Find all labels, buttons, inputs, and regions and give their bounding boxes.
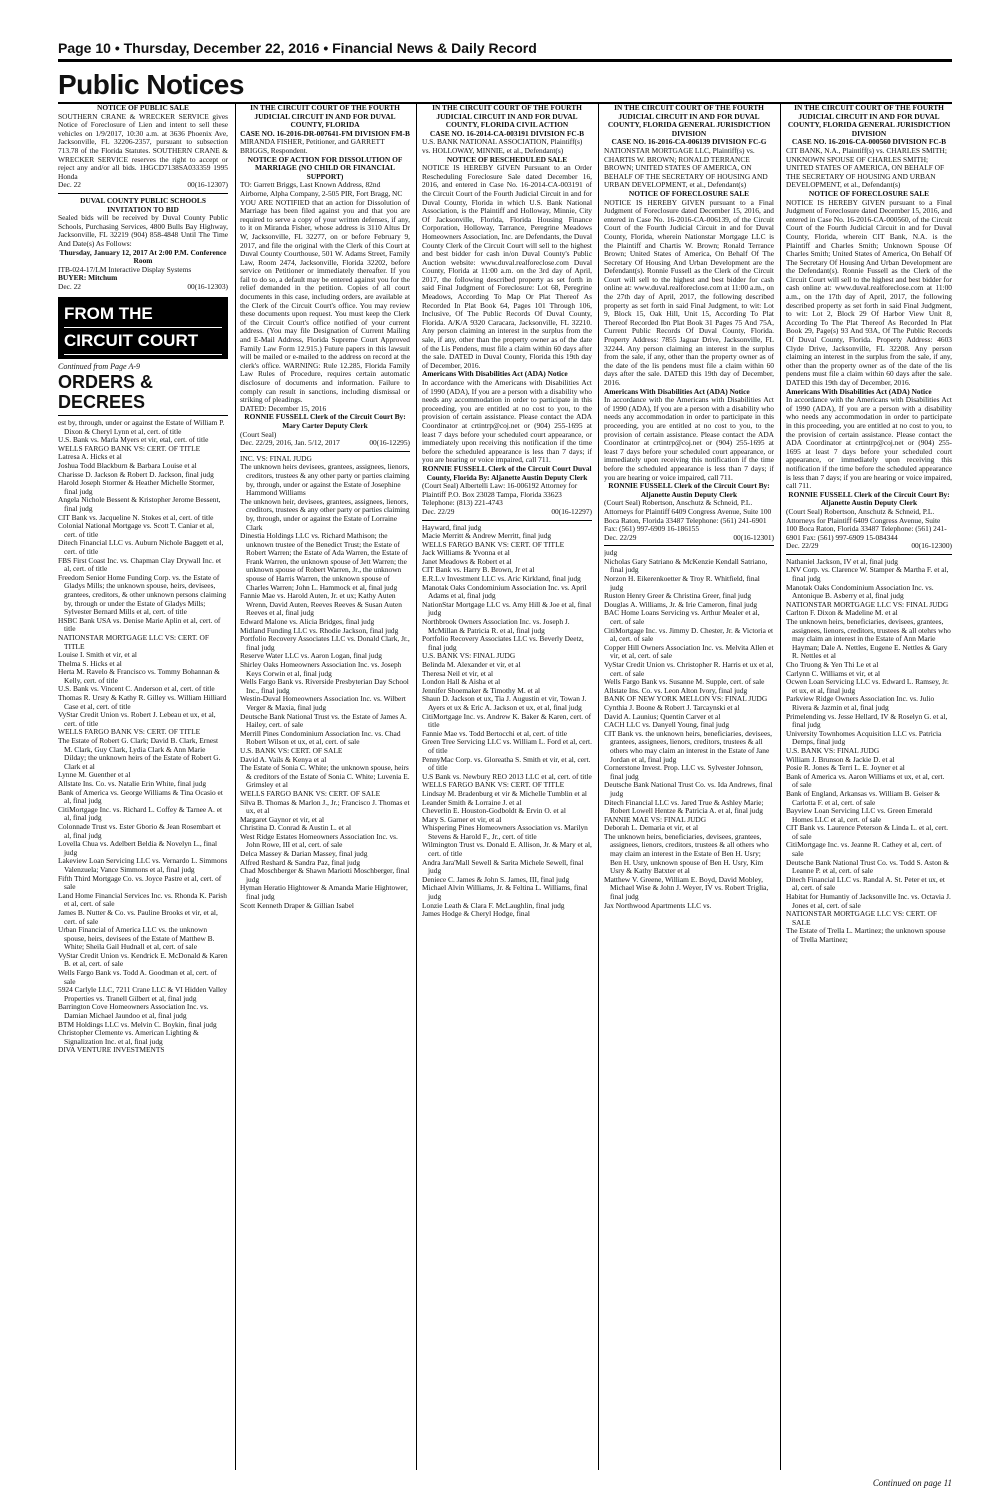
- list-item: Portfolio Recovery Associates LLC vs. Donald Clark, Jr., final judg: [240, 634, 410, 652]
- dated: DATED: December 15, 2016: [240, 403, 327, 413]
- list-item: Charisse D. Jackson & Robert D. Jackson, final judg: [58, 469, 214, 479]
- ada-title: Americans With Disabilities Act (ADA) Notice: [604, 386, 750, 396]
- ada-title: Americans With Disabilities Act (ADA) Notice: [422, 369, 568, 379]
- notice-footer: [58, 283, 228, 292]
- clerk-signature: RONNIE FUSSELL Clerk of the Circuit Court Duval County, Florida By: Aljanette Austin Deputy Clerk: [422, 463, 592, 482]
- list-item: VyStar Credit Union vs. Robert J. Lebeau et ux, et al, cert. of title: [58, 710, 216, 728]
- notice-body: SOUTHERN CRANE & WRECKER SERVICE gives Notice of Foreclosure of Lien and intent to sell these vehicles on 1/9/2017, 10:30 a.m. at 3636 Phoenix Ave, Jacksonville, FL 32206-2357, pursuant to subsection 713.78 of the Florida Statutes. SOUTHERN CRANE & WRECKER SERVICE reserves the right to accept or reject any and/or all bids. 1HGCD7138SA033359 1995 Honda: [58, 111, 228, 181]
- list-item: Reserve Water LLC vs. Aaron Logan, final judg: [240, 651, 382, 661]
- notice-footer: [604, 534, 774, 543]
- ada-body: In accordance with the Americans with Disabilities Act of 1990 (ADA), If you are a person with a disability who needs any accommodation in order to participate in this proceeding, you are entitled at no cost to you, to the provision of certain assistance. Please contact the ADA Coordinator at crtintrp@coj.net or (904) 255-1695 at least 7 days before your scheduled court appearance, or immediately upon receiving this notification if the time before the scheduled appearance is less than 7 days; if you are hearing or voice impaired, call 711.: [422, 378, 592, 465]
- list-item: Deniece C. James & John S. James, III, final judg: [422, 874, 570, 884]
- notice-body: NOTICE IS HEREBY GIVEN Pursuant to an Order Rescheduling Foreclosure Sale dated December 16, 2016, and entered in Case No. 16-2014-CA-003191 of the Circuit Court of the Fourth Judicial Circuit in and for Duval County, Florida in which U.S. Bank National Association, is the Plaintiff and Holloway, Minnie, City Of Jacksonville, Florida, Florida Housing Finance Corporation, Holloway, Tarrance, Peregrine Meadows Homeowners Association, Inc. are Defendants, the Duval County Clerk of the Circuit Court will sell to the highest and best bidder for cash in/on Duval County's Public Auction website: www.duval.realforeclose.com Duval County, Florida at 11:00 a.m. on the 3rd day of April, 2017, the following described property as set forth in said Final Judgment of Foreclosure: Lot 68, Peregrine Meadows, According To Map Or Plat Thereof As Recorded In Plat Book 64, Pages 101 Through 106, Inclusive, Of The Public Records Of Duval County, Florida. A/K/A 9320 Caracara, Jacksonville, FL 32210. Any person claiming an interest in the surplus from the sale, if any, other than the property owner as of the date of the Lis Pendens, must file a claim within 60 days after the sale. DATED in Duval County, Florida this 19th day of December, 2016.: [422, 163, 592, 370]
- case-number: CASE NO. 16-2016-DR-007641-FM DIVISION FM-B: [240, 128, 410, 138]
- list-item: Copper Hill Owners Association Inc. vs. Melvita Allen et vir, et al, cert. of sale: [604, 642, 774, 661]
- publication-date: Dec. 22/29: [422, 506, 455, 516]
- list-item: Scott Kenneth Draper & Gillian Isabel: [240, 900, 354, 910]
- list-item: BANK OF NEW YORK MELLON VS: FINAL JUDG: [604, 694, 768, 704]
- separator: [240, 451, 410, 452]
- list-item: Ditech Financial LLC vs. Randal A. St. Peter et ux, et al, cert. of sale: [786, 874, 945, 893]
- buyer: BUYER: Mitchum: [58, 273, 118, 283]
- list-item: Colonnade Trust vs. Ester Gborio & Jean Rosembart et al, final judg: [58, 821, 221, 840]
- list-item: Cynthia J. Boone & Robert J. Tarcaynski et al: [604, 702, 740, 712]
- list-item: CitiMortgage Inc. vs. Jimmy D. Chester, Jr. & Victoria et al, cert. of sale: [604, 625, 774, 644]
- list-item: Cheverlin E. Houston-Godboldt & Ervin O. et al: [422, 806, 566, 816]
- list-item: Alfred Reshard & Sandra Paz, final judg: [240, 857, 361, 867]
- list-item: Habitat for Humantiy of Jacksonville Inc. vs. Octavia J. Jones et al, cert. of sale: [786, 892, 951, 910]
- list-item: Bayview Loan Servicing LLC vs. Green Emerald Homes LLC et al, cert. of sale: [786, 806, 933, 824]
- list-item: Urban Financial of America LLC vs. the unknown spouse, heirs, devisees of the Estate of Matthew B. White; Sheila Gail Hudnall et al, cert. of sale: [58, 925, 215, 952]
- list-item: U.S. Bank vs. Vincent C. Anderson et al, cert. of title: [58, 684, 215, 694]
- entry-list: [58, 419, 228, 1055]
- list-item: NATIONSTAR MORTGAGE LLC VS: CERT. OF SALE: [786, 909, 937, 927]
- orders-title: ORDERS & DECREES: [58, 372, 228, 416]
- list-item: Carlynn C. Williams et vir, et al: [786, 668, 881, 678]
- list-item: Lindsay M. Bradenburg et vir & Michelle Tumblin et al: [422, 788, 587, 798]
- list-item: Norzon H. Eikerenkoetter & Troy R. Whitfield, final judg: [604, 574, 760, 592]
- list-item: Jax Northwood Apartments LLC vs.: [604, 900, 712, 910]
- column-1: [58, 104, 228, 1470]
- publication-date: Dec. 22/29: [604, 532, 637, 542]
- list-item: Margaret Gaynor et vir, et al: [240, 814, 325, 824]
- list-item: Land Home Financial Services Inc. vs. Rhonda K. Parish et al, cert. of sale: [58, 890, 227, 909]
- list-item: CitiMortgage Inc. vs. Jeanne R. Cathey et al, cert. of sale: [786, 840, 942, 859]
- list-item: Michael Alvin Williams, Jr. & Feltina L. Williams, final judg: [422, 883, 588, 902]
- notice-ref: 00(16-12300): [911, 541, 952, 551]
- publication-date: Dec. 22: [58, 180, 81, 190]
- list-item: Nathaniel Jackson, IV et al, final judg: [786, 556, 898, 566]
- list-item: Joshua Todd Blackburn & Barbara Louise et al: [58, 461, 197, 471]
- separator: [422, 520, 592, 521]
- column-2: [240, 104, 410, 1470]
- list-item: Angela Nichole Bessent & Kristopher Jerome Bessent, final judg: [58, 495, 221, 513]
- list-item: 5924 Carlyle LLC, 7211 Crane LLC & VI Hidden Valley Properties vs. Tranell Gilbert et al, final judg: [58, 985, 227, 1003]
- list-item: Lynne M. Guenther et al: [58, 770, 131, 780]
- list-item: DIVA VENTURE INVESTMENTS: [58, 1045, 165, 1055]
- continued-on: Continued on page 11: [872, 1478, 952, 1488]
- notice-ref: 00(16-12295): [369, 438, 410, 448]
- publication-date: Dec. 22/29: [786, 541, 819, 551]
- parties: CIT BANK, N.A., Plaintiff(s) vs. CHARLES SMITH; UNKNOWN SPOUSE OF CHARLES SMITH; UNITED STATES OF AMERICA, ON BEHALF OF THE SECRETARY OF HOUSING AND URBAN DEVELOPMENT, et al., Defendant(s): [786, 145, 947, 190]
- list-item: James Hodge & Cheryl Hodge, final: [422, 909, 530, 919]
- list-item: Bank of England, Arkansas vs. William B. Geiser & Carlotta F. et al, cert. of sale: [786, 788, 941, 807]
- notice-body: NOTICE IS HEREBY GIVEN pursuant to a Final Judgment of Foreclosure dated December 15, 2016, and entered in Case No. 16-2016-CA-006139, of the Circuit Court of the Fourth Judicial Circuit in and for Duval County, Florida, wherein Nationstar Mortgage LLC is the Plaintiff and Chartis W. Brown; Ronald Terrance Brown; United States of America, On Behalf Of The Secretary Of Housing And Urban Development are the Defendant(s). Ronnie Fussell as the Clerk of the Circuit Court will sell to the highest and best bidder for cash online at: www.duval.realforeclose.com at 11:00 a.m., on the 27th day of April, 2017, the following described property as set forth in said Final Judgment, to wit: Lot 9, Block 15, Oak Hill, Unit 15, According To Plat Thereof Recorded Ibn Plat Book 31 Pages 75 And 75A, Current Public Records Of Duval County, Florida. Property Address: 7855 Jaguar Drive, Jacksonville, FL 32244. Any person claiming an interest in the surplus from the sale, if any, other than the property owner as of the date of the lis pendens must file a claim within 60 days after the sale. DATED this 19th day of December, 2016.: [604, 197, 774, 387]
- notice-ref: 00(16-12303): [187, 281, 228, 291]
- notice-body: YOU ARE NOTIFIED that an action for Dissolution of Marriage has been filed against you and that you are required to serve a copy of your written defenses, if any, to it on Miranda Fisher, whose address is 3110 Altus Dr W, Jacksonville, FL 32277, on or before February 9, 2017, and file the original with the Clerk of this Court at Duval County Courthouse, 501 W. Adams Street, Family Law, Room 2474, Jacksonville, Florida 32202, before service on Petitioner or immediately thereafter. If you fail to do so, a default may be entered against you for the relief demanded in the petition. Copies of all court documents in this case, including orders, are available at the Clerk of the Circuit Court's office. You may review these documents upon request. You must keep the Clerk of the Circuit Court's office notified of your current address. (You may file Designation of Current Mailing and E-Mail Address, Florida Supreme Court Approved Family Law Form 12.915.) Future papers in this lawsuit will be mailed or e-mailed to the address on record at the clerk's office. WARNING: Rule 12.285, Florida Family Law Rules of Procedure, requires certain automatic disclosure of documents and information. Failure to comply can result in sanctions, including dismissal or striking of pleadings.: [240, 197, 410, 405]
- list-item: CIT Bank vs. Jacqueline N. Stokes et al, cert. of title: [58, 512, 214, 522]
- notice-title: DUVAL COUNTY PUBLIC SCHOOLS INVITATION TO BID: [80, 195, 206, 214]
- list-item: Lovella Chua vs. Adelbert Beldia & Novelyn L., final judg: [58, 839, 218, 857]
- list-item: WELLS FARGO BANK VS: CERT. OF TITLE: [422, 539, 565, 549]
- entry-list: [604, 549, 774, 910]
- list-item: West Ridge Estates Homeowners Association Inc. vs. John Rowe, III et al, cert. of sale: [240, 831, 398, 850]
- list-item: FANNIE MAE VS: FINAL JUDG: [604, 814, 707, 824]
- list-item: Westin-Duval Homeowners Association Inc. vs. Wilbert Verger & Maxia, final judg: [240, 694, 406, 712]
- list-item: Allstate Ins. Co. vs. Natalie Erin White, final judg: [58, 779, 207, 788]
- list-item: Fannie Mae vs. Todd Bertocchi et al, cert. of title: [422, 728, 568, 738]
- list-item: Posie R. Jones & Terri L. E. Joyner et al: [786, 763, 905, 773]
- list-item: The unknown heirs, beneficiaries, devisees, grantees, assignees, lienors, creditors, trustees & all others who may claim an interest in the Estate of Ben H. Usry; Ben H. Usry, unknown spouse of Ben H. Usry, Kim Usry & Kathy Batxter et al: [604, 831, 769, 876]
- notice-footer: [58, 181, 228, 190]
- list-item: PennyMac Corp. vs. Gloreatha S. Smith et vir, et al, cert. of title: [422, 754, 591, 773]
- notice-footer: [240, 439, 410, 448]
- list-item: Macie Merritt & Andrew Merritt, final judg: [422, 531, 552, 541]
- list-item: LNV Corp. vs. Clarence W. Stamper & Martha F. et al, final judg: [786, 565, 949, 584]
- list-item: WELLS FARGO BANK VS: CERT. OF SALE: [240, 788, 381, 798]
- list-item: Ditech Financial LLC vs. Jared True & Ashley Marie; Robert Lowell Hentze & Patricia A. et al, final judg: [604, 797, 764, 816]
- notice-ref: 00(16-12307): [187, 180, 228, 190]
- publication-date: Dec. 22: [58, 281, 81, 291]
- list-item: Bank of America vs. George Williams & Tina Ocasio et al, final judg: [58, 787, 223, 806]
- court-heading: IN THE CIRCUIT COURT OF THE FOURTH JUDICIAL CIRCUIT IN AND FOR DUVAL COUNTY, FLORIDA: [250, 104, 400, 130]
- column-5: [786, 104, 952, 1470]
- list-item: Matthew V. Greene, William E. Boyd, David Mobley, Michael Wise & John J. Weyer, IV vs. Robert Triglia, final judg: [604, 874, 769, 902]
- list-item: Lonzie Leath & Clara F. McLaughlin, final judg: [422, 900, 565, 910]
- list-item: Ocwen Loan Servicing LLC vs. Edward L. Ramsey, Jr. et ux, et al, final judg: [786, 677, 949, 695]
- list-item: WELLS FARGO BANK VS: CERT. OF TITLE: [58, 443, 201, 453]
- case-number: CASE NO. 16-2016-CA-000560 DIVISION FC-B: [791, 137, 947, 147]
- list-item: E.R.L.v Investment LLC vs. Aric Kirkland, final judg: [422, 574, 581, 584]
- ada-title: Americans With Disabilities Act (ADA) Notice: [786, 386, 932, 396]
- list-item: FBS First Coast Inc. vs. Chapman Clay Drywall Inc. et al, cert. of title: [58, 555, 221, 574]
- publication-date: Dec. 22/29, 2016, Jan. 5/12, 2017: [240, 438, 340, 448]
- list-item: Shaun D. Jackson et ux, Tia J. Augustin et vir, Towan J. Ayers et ux & Eric A. Jackson et ux, et al, final judg: [422, 694, 587, 712]
- notice-title: NOTICE OF RESCHEDULED SALE: [446, 154, 568, 164]
- list-item: est by, through, under or against the Estate of William P. Dixon & Cheryl Lynn et al, cert. of title: [58, 418, 225, 436]
- list-item: Allstate Ins. Co. vs. Leon Alton Ivory, final judg: [604, 685, 748, 695]
- list-item: Ditech Financial LLC vs. Auburn Nichole Baggett et al, cert. of title: [58, 538, 224, 556]
- list-item: The unknown heirs, beneficiaries, devisees, grantees, assignees, lienors, creditors, trustees & all otehrs who may claim an interest in the Estate of Ann Marie Hayman; Dale A. Nettles, Eugene E. Nettles & Gary R. Nettles et al: [786, 617, 951, 661]
- list-item: Cornerstone Invest. Prop. LLC vs. Sylvester Johnson, final judg: [604, 763, 763, 781]
- list-item: NationStar Mortgage LLC vs. Amy Hill & Joe et al, final judg: [422, 599, 592, 618]
- clerk-signature: RONNIE FUSSELL Clerk of the Circuit Court By: Mary Carter Deputy Clerk: [244, 412, 406, 430]
- list-item: The Estate of Sonia C. White; the unknown spouse, heirs & creditors of the Estate of Sonia C. White; Luvenia E. Grimsley et al: [240, 763, 410, 790]
- list-item: Thelma S. Hicks et al: [58, 658, 122, 668]
- notice-to: TO: Garrett Briggs, Last Known Address, 82nd Airborne, Alpha Company, 2-505 PIR, Fort Bragg, NC: [240, 180, 403, 198]
- attorney-block: (Court Seal) Robertson, Anschutz & Schneid, P.L. Attorneys for Plaintiff 6409 Congress Avenue, Suite 100 Boca Raton, Florida 33487 Telephone: (561) 241-6901 Fax: (561) 997-6909 16-186155: [604, 498, 772, 534]
- separator: [58, 193, 228, 194]
- list-item: Wells Fargo Bank vs. Susanne M. Supple, cert. of sale: [604, 677, 765, 687]
- list-item: Dinestia Holdings LLC vs. Richard Mathison; the unknown trustee of the Benedict Trust; the Estate of Robert Warren; the Estate of Ada Warren, the Estate of Frank Warren, the unknown spouse of Jett Warren; the unknown spouse of Robert Warren, Jr., the unknown spouse of Harris Warren, the unknown spouse of Charles Warren; John L. Hammock et al, final judg: [240, 531, 408, 592]
- list-item: WELLS FARGO BANK VS: CERT. OF TITLE: [422, 780, 565, 790]
- list-item: Louise I. Smith et vir, et al: [58, 650, 137, 660]
- list-item: INC. VS: FINAL JUDG: [240, 453, 312, 463]
- list-item: Lakeview Loan Servicing LLC vs. Vernardo L. Simmons Valenzuela; Vance Simmons et al, final judg: [58, 856, 228, 874]
- list-item: Deutsche Bank National Trust Co. vs. Ida Andrews, final judg: [604, 780, 773, 798]
- list-item: CACH LLC vs. Danyell Young, final judg: [604, 720, 730, 730]
- list-item: Nicholas Gary Satriano & McKenzie Kendall Satriano, final judg: [604, 556, 768, 575]
- list-item: NATIONSTAR MORTGAGE LLC VS: FINAL JUDG: [786, 599, 949, 609]
- list-item: Theresa Neil et vir, et al: [422, 668, 494, 678]
- list-item: Christopher Clemente vs. American Lighting & Signalization Inc. et al, final judg: [58, 1028, 199, 1046]
- bid-date: Thursday, January 12, 2017 At 2:00 P.M. Conference Room: [59, 247, 227, 266]
- list-item: Janet Meadows & Robert et al: [422, 556, 512, 566]
- court-heading: IN THE CIRCUIT COURT OF THE FOURTH JUDICIAL CIRCUIT IN AND FOR DUVAL COUNTY, FLORIDA CIVIL ACTION: [432, 104, 582, 130]
- list-item: Jack Williams & Yvonna et al: [422, 548, 510, 558]
- list-item: Ruston Henry Greer & Christina Greer, final judg: [604, 591, 752, 601]
- list-item: Jennifer Shoemaker & Timothy M. et al: [422, 685, 541, 695]
- list-item: Wells Fargo Bank vs. Todd A. Goodman et al, cert. of sale: [58, 968, 217, 986]
- court-heading: IN THE CIRCUIT COURT OF THE FOURTH JUDICIAL CIRCUIT IN AND FOR DUVAL COUNTY, FLORIDA GENERAL JURISDICTION DIVISION: [607, 104, 771, 138]
- list-item: Deutsche Bank National Trust vs. the Estate of James A. Hailey, cert. of sale: [240, 711, 407, 730]
- list-item: Colonial National Mortgage vs. Scott T. Caniar et al, cert. of title: [58, 521, 214, 539]
- list-item: Wells Fargo Bank vs. Riverside Presbyterian Day School Inc., final judg: [240, 677, 409, 695]
- list-item: Andra Jara'Mall Sewell & Sarita Michele Sewell, final judg: [422, 857, 584, 876]
- notice-title: NOTICE OF FORECLOSURE SALE: [808, 188, 930, 198]
- list-item: Parkview Ridge Owners Association Inc. vs. Julio Rivera & Jazmin et al, final judg: [786, 694, 935, 712]
- list-item: Christina D. Conrad & Austin L. et al: [240, 823, 352, 833]
- list-item: The Estate of Robert G. Clark; David B. Clark, Ernest M. Clark, Guy Clark, Lydia Clark & Ann Marie Dilday; the unknown heirs of the Estate of Robert G. Clark et al: [58, 736, 221, 771]
- column-3: [422, 104, 592, 1470]
- list-item: NATIONSTAR MORTGAGE LLC VS: CERT. OF TITLE: [58, 632, 209, 651]
- list-item: Whispering Pines Homeowners Association vs. Marilyn Stevens & Harold F., Jr., cert. of title: [422, 823, 588, 841]
- attorney-block: (Court Seal) Robertson, Anschutz & Schneid, P.L. Attorneys for Plaintiff 6409 Congress Avenue, Suite 100 Boca Raton, Florida 33487 Telephone: (561) 241-6901 Fax: (561) 997-6909 15-084344: [786, 506, 947, 542]
- list-item: Fannie Mae vs. Harold Auten, Jr. et ux; Kathy Auten Wrenn, David Auten, Reeves Reeves & Susan Auten Reeves et al, final judg: [240, 591, 402, 618]
- list-item: Portfolio Recovery Associates LLC vs. Beverly Deetz, final judg: [422, 634, 584, 652]
- list-item: WELLS FARGO BANK VS: CERT. OF TITLE: [58, 727, 201, 737]
- clerk-signature: RONNIE FUSSELL Clerk of the Circuit Court By: Aljanette Austin Deputy Clerk: [608, 481, 770, 499]
- notice-ref: 00(16-12297): [551, 506, 592, 516]
- list-item: Merrill Pines Condominium Association Inc. vs. Chad Robert Wilson et ux, et al, cert. of sale: [240, 728, 401, 747]
- list-item: The unknown heirs devisees, grantees, assignees, lienors, creditors, trustees & any other party or parties claiming by, through, under or against the Estate of Josephine Hammond Williams: [240, 462, 410, 498]
- list-item: Bank of America vs. Aaron Williams et ux, et al, cert. of sale: [786, 771, 945, 790]
- list-item: Midland Funding LLC vs. Rhodie Jackson, final judg: [240, 625, 399, 635]
- list-item: U.S. BANK VS: CERT. OF SALE: [240, 745, 343, 755]
- list-item: Mary S. Garner et vir, et al: [422, 814, 502, 824]
- banner-line: CIRCUIT COURT: [64, 328, 222, 355]
- entry-list: [786, 558, 952, 945]
- list-item: VyStar Credit Union vs. Kendrick E. McDonald & Karen B. et al, cert. of sale: [58, 950, 228, 969]
- list-item: BAC Home Loans Servicing vs. Arthur Mealer et al, cert. of sale: [604, 608, 760, 627]
- list-item: Leander Smith & Lorraine J. et al: [422, 797, 522, 807]
- court-heading: IN THE CIRCUIT COURT OF THE FOURTH JUDICIAL CIRCUIT IN AND FOR DUVAL COUNTY, FLORIDA GENERAL JURISDICTION DIVISION: [787, 104, 951, 138]
- notice-footer: [786, 542, 952, 551]
- list-item: Harold Joseph Stormer & Heather Michelle Stormer, final judg: [58, 478, 215, 496]
- clerk-signature: RONNIE FUSSELL Clerk of the Circuit Court By: Aljanette Austin Deputy Clerk: [788, 489, 950, 508]
- list-item: Hayward, final judg: [422, 522, 482, 532]
- list-item: Belinda M. Alexander et vir, et al: [422, 660, 521, 669]
- list-item: Silva B. Thomas & Marlon J., Jr.; Francisco J. Thomas et ux, et al: [240, 797, 410, 816]
- entry-list: [240, 455, 410, 910]
- list-item: Chad Moschberger & Shawn Mariotti Moschberger, final judg: [240, 866, 410, 884]
- list-item: Latresa A. Hicks et al: [58, 452, 122, 462]
- list-item: The Estate of Trella L. Martinez; the unknown spouse of Trella Martinez;: [786, 926, 946, 944]
- notice-ref: 00(16-12301): [733, 532, 774, 542]
- column-4: [604, 104, 774, 1470]
- list-item: James B. Nutter & Co. vs. Pauline Brooks et vir, et al, cert. of sale: [58, 907, 218, 926]
- notice-title: NOTICE OF ACTION FOR DISSOLUTION OF MARRIAGE (NO CHILD OR FINANCIAL SUPPORT): [247, 154, 403, 181]
- list-item: HSBC Bank USA vs. Denise Marie Aplin et al, cert. of title: [58, 615, 221, 634]
- section-title-text: Public Notices: [58, 69, 244, 100]
- list-item: Wilmington Trust vs. Donald E. Allison, Jr. & Mary et al, cert. of title: [422, 840, 592, 859]
- list-item: Manotak Oaks Condominium Association Inc. vs. Antonique B. Asberry et al, final judg: [786, 582, 934, 601]
- case-number: CASE NO. 16-2016-CA-006139 DIVISION FC-G: [611, 137, 767, 147]
- parties: U.S. BANK NATIONAL ASSOCIATION, Plaintiff(s) vs. HOLLOWAY, MINNIE, et al., Defendant(s): [422, 137, 583, 155]
- page-header: [58, 40, 952, 62]
- list-item: Barrington Cove Homeowners Association Inc. vs. Damian Michael Jaundoo et al, final judg: [58, 1002, 209, 1021]
- list-item: Freedom Senior Home Funding Corp. vs. the Estate of Gladys Mills; the unknown spouse, heirs, devisees, grantees, creditors, & other unknown persons claiming by, through or under the Estate of Gladys Mills; Sylvester Bernard Mills et al, cert. of title: [58, 572, 227, 617]
- court-seal: (Court Seal): [240, 429, 277, 439]
- case-number: CASE NO. 16-2014-CA-003191 DIVISION FC-B: [429, 128, 585, 138]
- separator: [604, 545, 774, 546]
- section-title: [58, 68, 952, 104]
- list-item: Deborah L. Demaria et vir, et al: [604, 823, 699, 833]
- list-item: U.S Bank vs. Newbury REO 2013 LLC et al, cert. of title: [422, 771, 592, 781]
- notice-columns: [58, 104, 952, 1474]
- list-item: Primelending vs. Jesse Hellard, IV & Roselyn G. et al, final judg: [786, 711, 948, 730]
- list-item: judg: [604, 548, 618, 558]
- banner-line: FROM THE: [64, 301, 222, 328]
- list-item: CIT Bank vs. Harry B. Brown, Jr et al: [422, 565, 535, 575]
- continued-from: Continued from Page A-9: [58, 362, 140, 372]
- list-item: University Townhomes Acquisition LLC vs. Patricia Demps, final judg: [786, 728, 942, 747]
- entry-list: [422, 524, 592, 919]
- list-item: Thomas R. Ursry & Kathy R. Gilley vs. William Hilliard Case et al, cert. of title: [58, 693, 227, 711]
- list-item: Cho Truong & Yen Thi Le et al: [786, 660, 879, 669]
- list-item: Douglas A. Williams, Jr. & Irie Cameron, final judg: [604, 599, 758, 609]
- list-item: William J. Brunson & Jackie D. et al: [786, 754, 895, 764]
- list-item: Shirley Oaks Homeowners Association Inc. vs. Joseph Keys Corwin et al, final judg: [240, 660, 402, 678]
- ada-body: In accordance with the Americans with Disabilities Act of 1990 (ADA), If you are a person with a disability who needs any accommodation in order to participate in this proceeding, you are entitled at no cost to you, to the provision of certain assistance. Please contact the ADA Coordinator at crtintrp@coj.net or (904) 255-1695 at least 7 days before your scheduled court appearance, or immediately upon receiving this notification if the time before the scheduled appearance is less than 7 days; if you are hearing or voice impaired, call 711.: [786, 395, 952, 491]
- list-item: VyStar Credit Union vs. Christopher R. Harris et ux et al, cert. of sale: [604, 660, 774, 678]
- list-item: BTM Holdings LLC vs. Melvin C. Boykin, final judg: [58, 1019, 217, 1029]
- list-item: CitiMortgage Inc. vs. Richard L. Coffey & Tarnee A. et al, final judg: [58, 804, 223, 823]
- separator: [786, 554, 952, 555]
- notice-title: NOTICE OF FORECLOSURE SALE: [628, 188, 750, 198]
- page-header-text: Page 10 • Thursday, December 22, 2016 • Financial News & Daily Record: [58, 40, 537, 56]
- notice-body: NOTICE IS HEREBY GIVEN pursuant to a Final Judgment of Foreclosure dated December 15, 2016, and entered in Case No. 16-2016-CA-000560, of the Circuit Court of the Fourth Judicial Circuit in and for Duval County, Florida, wherein CIT Bank, N.A. is the Plaintiff and Charles Smith; Unknown Spouse Of Charles Smith; United States of America, On Behalf Of The Secretary Of Housing And Urban Development are the Defendant(s). Ronnie Fussell as the Clerk of the Circuit Court will sell to the highest and best bidder for cash online at: www.duval.realforeclose.com at 11:00 a.m., on the 17th day of April, 2017, the following described property as set forth in said Final Judgment, to wit: Lot 2, Block 29 Of Harbor View Unit 8, According To The Plat Thereof As Recorded In Plat Book 29, Page(s) 93 And 93A, Of The Public Records Of Duval County, Florida. Property Address: 4603 Clyde Drive, Jacksonville, FL 32208. Any person claiming an interest in the surplus from the sale, if any, other than the property owner as of the date of the lis pendens must file a claim within 60 days after the sale. DATED this 19th day of December, 2016.: [786, 197, 952, 387]
- list-item: CIT Bank vs. the unknown heirs, beneficiaries, devisees, grantees, assignees, lienors, creditors, trustees & all others who may claim an interest in the Estate of Jane Jordan et al, final judg: [604, 728, 772, 764]
- list-item: U.S. BANK VS: FINAL JUDG: [422, 651, 516, 661]
- list-item: U.S. BANK VS: FINAL JUDG: [786, 745, 880, 755]
- attorney-block: (Court Seal) Albertelli Law: 16-006192 Attorney for Plaintiff P.O. Box 23028 Tampa, Florida 33623 Telephone: (813) 221-4743: [422, 481, 578, 508]
- list-item: David A. Vails & Kenya et al: [240, 754, 327, 764]
- list-item: U.S. Bank vs. Marla Myers et vir, etal, cert. of title: [58, 435, 209, 445]
- list-item: Herta M. Ravelo & Francisco vs. Tommy Bohannan & Kelly, cert. of title: [58, 667, 220, 685]
- list-item: David A. Launius; Quentin Carver et al: [604, 711, 721, 721]
- notice-body: Sealed bids will be received by Duval County Public Schools, Purchasing Services, 4800 Bulls Bay Highway, Jacksonville, FL 32219 (904) 858-4848 Until The Time And Date(s) As Follows:: [58, 213, 228, 248]
- list-item: Green Tree Servicing LLC vs. William L. Ford et al, cert. of title: [422, 737, 592, 755]
- notice-footer: [422, 508, 592, 517]
- ada-body: In accordance with the Americans with Disabilities Act of 1990 (ADA), If you are a person with a disability who needs any accommodation in order to participate in this proceeding, you are entitled at no cost to you, to the provision of certain assistance. Please contact the ADA Coordinator at crtintrp@coj.net or (904) 255-1695 at least 7 days before your scheduled court appearance, or immediately upon receiving this notification if the time before the scheduled appearance is less than 7 days; if you are hearing or voice impaired, call 711.: [604, 395, 774, 482]
- list-item: Edward Malone vs. Alicia Bridges, final judg: [240, 617, 375, 627]
- list-item: Manotak Oaks Condominium Association Inc. vs. April Adams et al, final judg: [422, 582, 587, 601]
- list-item: Delca Massey & Darian Massey, final judg: [240, 849, 368, 859]
- list-item: Fifth Third Mortgage Co. vs. Joyce Pastre et al, cert. of sale: [58, 873, 222, 892]
- list-item: The unknown heir, devisees, grantees, assignees, lienors, creditors, trustees & any other party or parties claiming by, through, under or against the Estate of Lorraine Clark: [240, 496, 410, 532]
- list-item: Carlton F. Dixon & Madeline M. et al: [786, 608, 898, 618]
- list-item: Hyman Heratio Hightower & Amanda Marie Hightower, final judg: [240, 883, 408, 902]
- circuit-court-banner: [58, 297, 228, 359]
- list-item: CIT Bank vs. Laurence Peterson & Linda L. et al, cert. of sale: [786, 823, 948, 841]
- list-item: Deutsche Bank National Trust Co. vs. Todd S. Aston & Leanne P. et al, cert. of sale: [786, 857, 950, 876]
- list-item: Northbrook Owners Association Inc. vs. Joseph J. McMillan & Patricia R. et al, final judg: [422, 617, 570, 635]
- notice-title: NOTICE OF PUBLIC SALE: [97, 104, 189, 112]
- itb-number: ITB-024-17/LM Interactive Display Systems: [58, 264, 192, 274]
- list-item: London Hall & Aisha et al: [422, 677, 501, 687]
- list-item: CitiMortgage Inc. vs. Andrew K. Baker & Karen, cert. of title: [422, 711, 592, 730]
- parties: NATIONSTAR MORTGAGE LLC, Plaintiff(s) vs. CHARTIS W. BROWN; RONALD TERRANCE BROWN; UNITED STATES OF AMERICA, ON BEHALF OF THE SECRETARY OF HOUSING AND URBAN DEVELOPMENT, et al., Defendant(s): [604, 145, 768, 190]
- parties: MIRANDA FISHER, Petitioner, and GARRETT BRIGGS, Respondent.: [240, 137, 385, 155]
